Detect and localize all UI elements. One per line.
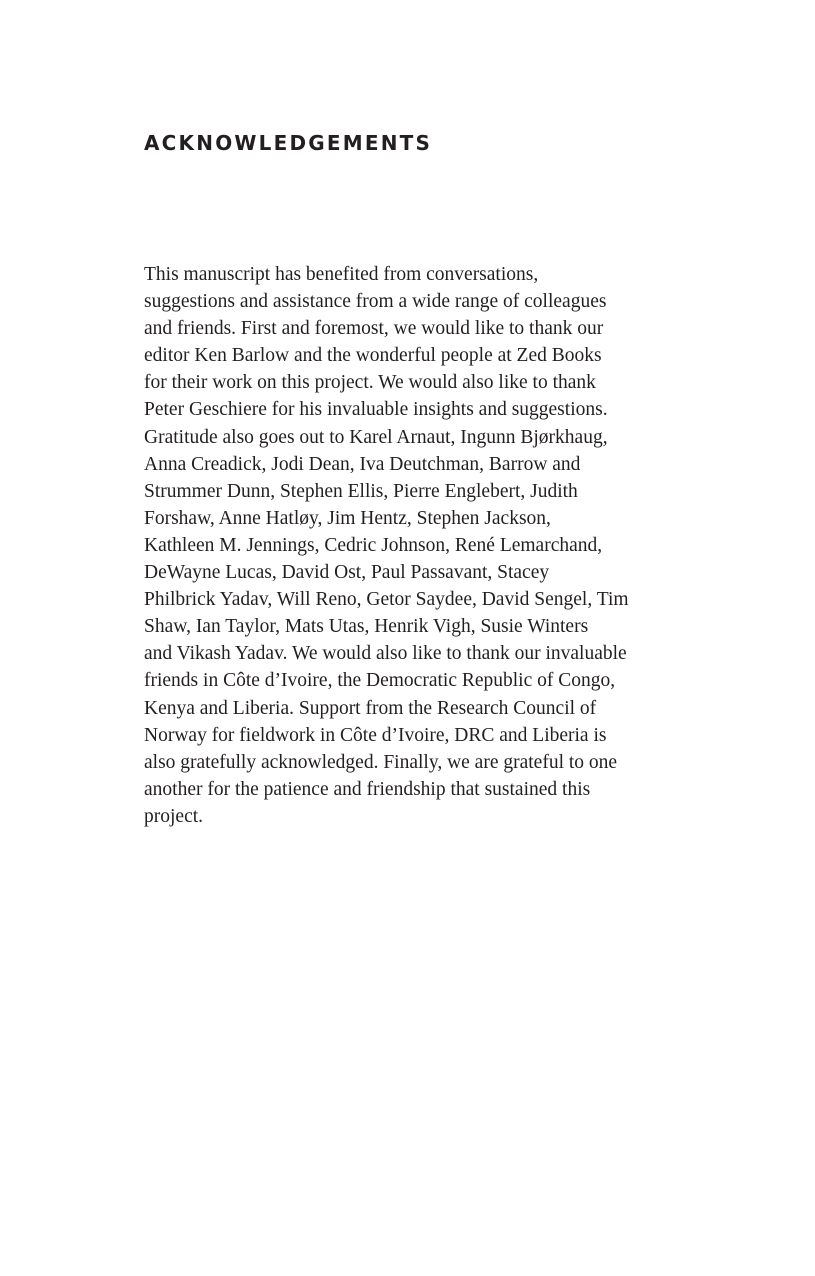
paragraph-line: Forshaw, Anne Hatløy, Jim Hentz, Stephen Jackson, (144, 507, 551, 529)
paragraph-line: Anna Creadick, Jodi Dean, Iva Deutchman, Barrow and (144, 453, 581, 475)
paragraph-line: friends in Côte d’Ivoire, the Democratic Republic of Congo, (144, 670, 616, 692)
paragraph-line: and Vikash Yadav. We would also like to thank our invaluable (144, 643, 627, 665)
paragraph-line: Kenya and Liberia. Support from the Research Council of (144, 697, 597, 719)
paragraph-line: another for the patience and friendship that sustained this (144, 778, 591, 800)
paragraph-line: Philbrick Yadav, Will Reno, Getor Saydee, David Sengel, Tim (144, 589, 629, 611)
paragraph-line: editor Ken Barlow and the wonderful people at Zed Books (144, 345, 602, 367)
acknowledgements-paragraph (144, 261, 684, 830)
paragraph-line: project. (144, 805, 204, 827)
paragraph-line: This manuscript has benefited from conversations, (144, 264, 539, 285)
paragraph-line: also gratefully acknowledged. Finally, we are grateful to one (144, 751, 618, 773)
paragraph-line: Norway for fieldwork in Côte d’Ivoire, DRC and Liberia is (144, 724, 607, 746)
paragraph-line: Peter Geschiere for his invaluable insights and suggestions. (144, 399, 608, 421)
paragraph-line: Strummer Dunn, Stephen Ellis, Pierre Englebert, Judith (144, 480, 578, 502)
page-heading: ACKNOWLEDGEMENTS (144, 131, 433, 155)
paragraph-line: Kathleen M. Jennings, Cedric Johnson, René Lemarchand, (144, 534, 603, 556)
paragraph-line: for their work on this project. We would also like to thank (144, 372, 596, 394)
paragraph-line: DeWayne Lucas, David Ost, Paul Passavant, Stacey (144, 562, 550, 584)
paragraph-line: suggestions and assistance from a wide range of colleagues (144, 291, 607, 313)
paragraph-line: and friends. First and foremost, we would like to thank our (144, 318, 604, 340)
paragraph-line: Gratitude also goes out to Karel Arnaut, Ingunn Bjørkhaug, (144, 426, 608, 448)
paragraph-line: Shaw, Ian Taylor, Mats Utas, Henrik Vigh, Susie Winters (144, 616, 589, 638)
